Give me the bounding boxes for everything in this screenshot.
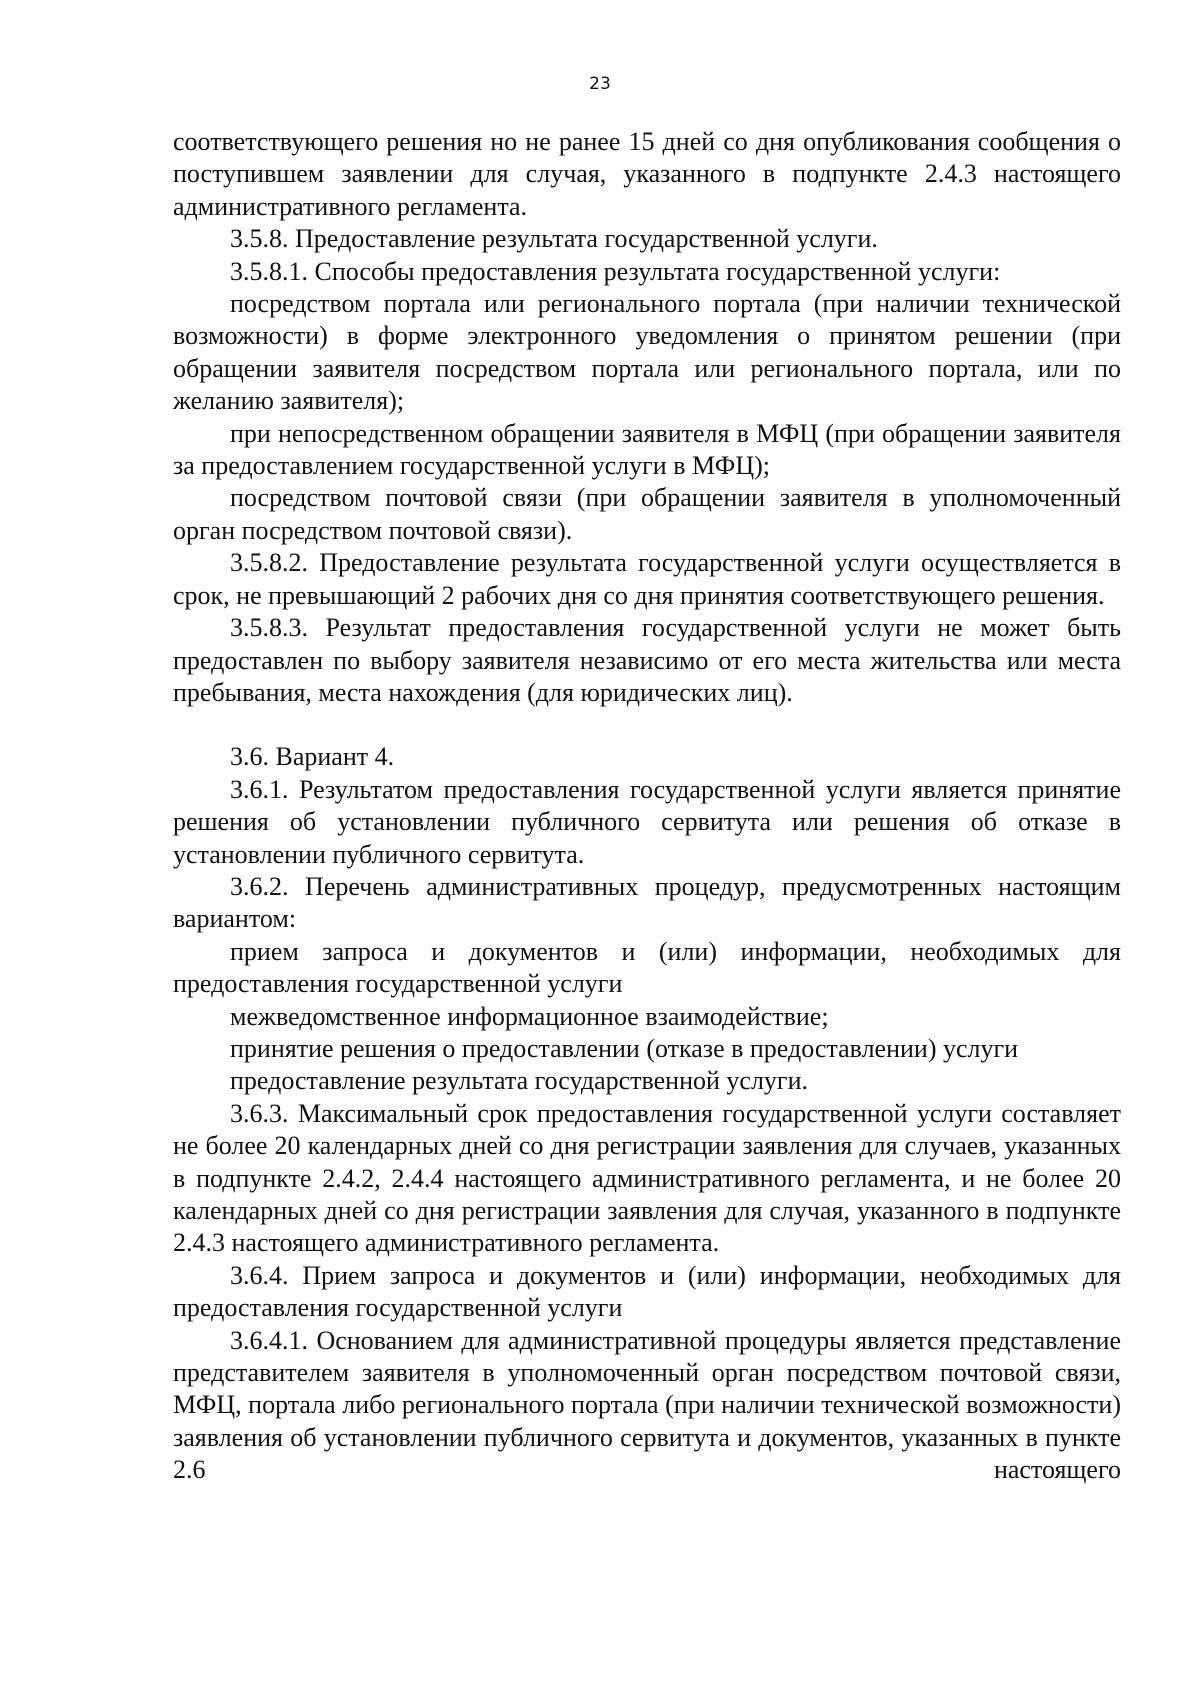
paragraph: 3.6.3. Максимальный срок предоставления государственной услуги составляет не более 20 календарных дней со дня регистрации заявления для случаев, указанных в подпункте 2.4.2, 2.4.4 настоящего административного регламента, и не более 20 календарных дней со дня регистрации заявления для случая, указанного в подпункте 2.4.3 настоящего административного регламента.: [173, 1098, 1121, 1258]
paragraph: 3.6.4.1. Основанием для административной процедуры является представление представителем заявителя в уполномоченный орган посредством почтовой связи, МФЦ, портала либо регионального портала (при наличии технической возможности) заявления об установлении публичного сервитута и документов, указанных в пункте 2.6 настоящего: [173, 1325, 1121, 1485]
paragraph: посредством портала или регионального портала (при наличии технической возможности) в форме электронного уведомления о принятом решении (при обращении заявителя посредством портала или регионального портала, или по желанию заявителя);: [173, 289, 1121, 416]
paragraph: 3.5.8. Предоставление результата государственной услуги.: [230, 224, 878, 254]
page-number: 23: [589, 74, 611, 94]
list-item: межведомственное информационное взаимодействие;: [230, 1001, 829, 1031]
section-heading: 3.6. Вариант 4.: [230, 742, 395, 772]
paragraph: 3.6.2. Перечень административных процедур, предусмотренных настоящим вариантом:: [173, 871, 1121, 934]
paragraph: 3.5.8.3. Результат предоставления государственной услуги не может быть предоставлен по выбору заявителя независимо от его места жительства или места пребывания, места нахождения (для юридических лиц).: [173, 613, 1121, 707]
paragraph: 3.5.8.1. Способы предоставления результата государственной услуги:: [230, 256, 1001, 286]
paragraph: при непосредственном обращении заявителя в МФЦ (при обращении заявителя за предоставлением государственной услуги в МФЦ);: [173, 418, 1121, 481]
list-item: предоставление результата государственной услуги.: [230, 1066, 809, 1096]
paragraph: посредством почтовой связи (при обращении заявителя в уполномоченный орган посредством почтовой связи).: [173, 483, 1121, 545]
paragraph: 3.6.4. Прием запроса и документов и (или) информации, необходимых для предоставления государственной услуги: [173, 1260, 1121, 1323]
list-item: принятие решения о предоставлении (отказе в предоставлении) услуги: [230, 1033, 1019, 1063]
body-text: [173, 126, 1121, 1487]
paragraph: 3.6.1. Результатом предоставления государственной услуги является принятие решения об установлении публичного сервитута или решения об отказе в установлении публичного сервитута.: [173, 774, 1121, 869]
list-item: прием запроса и документов и (или) информации, необходимых для предоставления государственной услуги: [173, 936, 1121, 999]
paragraph: соответствующего решения но не ранее 15 дней со дня опубликования сообщения о поступившем заявлении для случая, указанного в подпункте 2.4.3 настоящего административного регламента.: [173, 127, 1121, 221]
paragraph: 3.5.8.2. Предоставление результата государственной услуги осуществляется в срок, не превышающий 2 рабочих дня со дня принятия соответствующего решения.: [173, 548, 1121, 610]
